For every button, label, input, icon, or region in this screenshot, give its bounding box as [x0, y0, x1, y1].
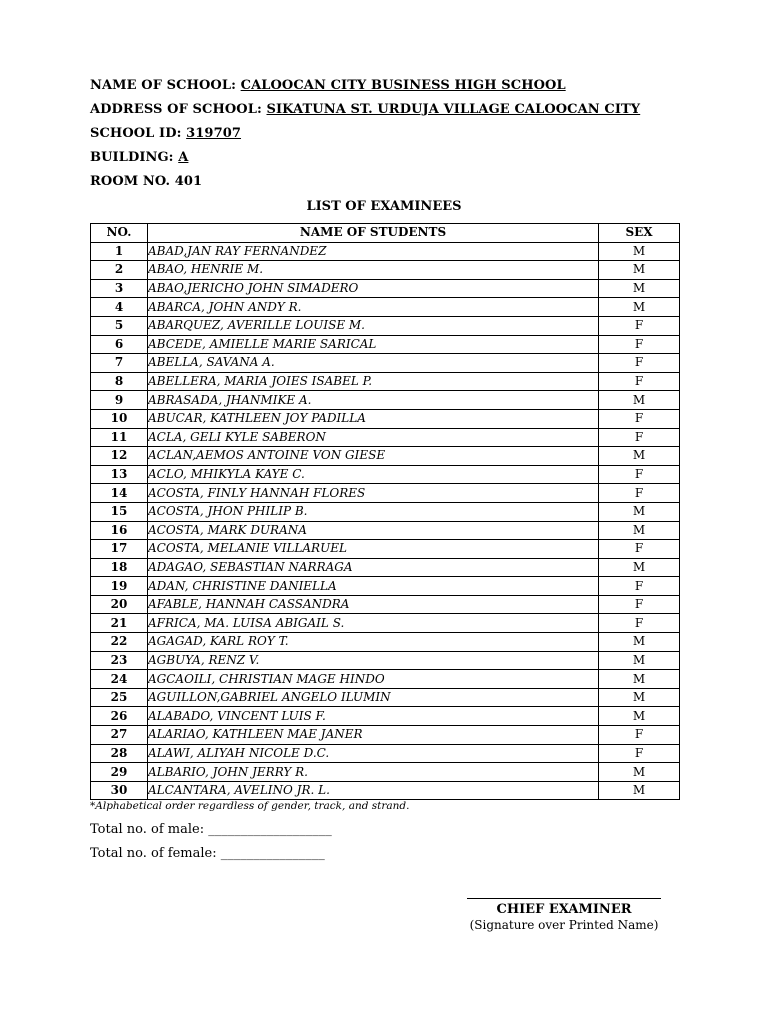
building-line	[90, 150, 188, 165]
student-name: ALARIAO, KATHLEEN MAE JANER	[148, 726, 599, 745]
student-sex: F	[599, 372, 680, 391]
student-sex: F	[599, 595, 680, 614]
student-name: ADAN, CHRISTINE DANIELLA	[148, 577, 599, 596]
student-name: ABAD,JAN RAY FERNANDEZ	[148, 242, 599, 261]
table-row	[91, 502, 680, 521]
student-sex: M	[599, 707, 680, 726]
student-sex: F	[599, 409, 680, 428]
row-number: 12	[91, 447, 148, 466]
row-number: 25	[91, 688, 148, 707]
student-name: ABAO,JERICHO JOHN SIMADERO	[148, 279, 599, 298]
row-number: 20	[91, 595, 148, 614]
student-sex: M	[599, 298, 680, 317]
student-sex: M	[599, 261, 680, 280]
student-name: AFABLE, HANNAH CASSANDRA	[148, 595, 599, 614]
student-sex: F	[599, 540, 680, 559]
student-name: AFRICA, MA. LUISA ABIGAIL S.	[148, 614, 599, 633]
table-row	[91, 316, 680, 335]
table-row	[91, 279, 680, 298]
student-sex: F	[599, 335, 680, 354]
student-sex: M	[599, 781, 680, 800]
table-row	[91, 726, 680, 745]
student-name: ABARQUEZ, AVERILLE LOUISE M.	[148, 316, 599, 335]
student-sex: M	[599, 391, 680, 410]
room-number: ROOM NO. 401	[90, 174, 203, 189]
row-number: 4	[91, 298, 148, 317]
school-address-label: ADDRESS OF SCHOOL:	[90, 102, 262, 117]
student-sex: M	[599, 558, 680, 577]
row-number: 13	[91, 465, 148, 484]
school-name-label: NAME OF SCHOOL:	[90, 78, 236, 93]
building-value: A	[178, 150, 189, 165]
student-name: AGUILLON,GABRIEL ANGELO ILUMIN	[148, 688, 599, 707]
table-header-row	[91, 224, 680, 243]
table-row	[91, 391, 680, 410]
row-number: 11	[91, 428, 148, 447]
signature-line	[467, 898, 661, 899]
school-id-label: SCHOOL ID:	[90, 126, 182, 141]
table-row	[91, 614, 680, 633]
student-sex: M	[599, 670, 680, 689]
examinees-table	[90, 223, 680, 800]
row-number: 29	[91, 763, 148, 782]
table-row	[91, 242, 680, 261]
table-row	[91, 744, 680, 763]
row-number: 6	[91, 335, 148, 354]
row-number: 8	[91, 372, 148, 391]
student-name: ABRASADA, JHANMIKE A.	[148, 391, 599, 410]
row-number: 30	[91, 781, 148, 800]
row-number: 7	[91, 354, 148, 373]
table-row	[91, 484, 680, 503]
table-row	[91, 540, 680, 559]
row-number: 2	[91, 261, 148, 280]
student-sex: M	[599, 633, 680, 652]
ordering-note: *Alphabetical order regardless of gender, track, and strand.	[90, 800, 410, 812]
row-number: 18	[91, 558, 148, 577]
row-number: 1	[91, 242, 148, 261]
table-row	[91, 595, 680, 614]
student-name: ACOSTA, MARK DURANA	[148, 521, 599, 540]
student-sex: F	[599, 465, 680, 484]
table-row	[91, 261, 680, 280]
column-header-name: NAME OF STUDENTS	[148, 224, 599, 243]
student-name: ABAO, HENRIE M.	[148, 261, 599, 280]
row-number: 3	[91, 279, 148, 298]
table-row	[91, 354, 680, 373]
row-number: 16	[91, 521, 148, 540]
row-number: 23	[91, 651, 148, 670]
student-name: ABELLERA, MARIA JOIES ISABEL P.	[148, 372, 599, 391]
school-name-line	[90, 78, 566, 93]
student-sex: M	[599, 502, 680, 521]
student-sex: M	[599, 447, 680, 466]
student-name: AGCAOILI, CHRISTIAN MAGE HINDO	[148, 670, 599, 689]
table-row	[91, 298, 680, 317]
table-row	[91, 372, 680, 391]
student-name: ABARCA, JOHN ANDY R.	[148, 298, 599, 317]
student-name: ALAWI, ALIYAH NICOLE D.C.	[148, 744, 599, 763]
student-sex: M	[599, 521, 680, 540]
building-label: BUILDING:	[90, 150, 174, 165]
row-number: 27	[91, 726, 148, 745]
table-row	[91, 577, 680, 596]
student-name: ABUCAR, KATHLEEN JOY PADILLA	[148, 409, 599, 428]
student-name: ADAGAO, SEBASTIAN NARRAGA	[148, 558, 599, 577]
student-sex: M	[599, 651, 680, 670]
student-sex: F	[599, 614, 680, 633]
student-name: ACOSTA, MELANIE VILLARUEL	[148, 540, 599, 559]
student-sex: F	[599, 484, 680, 503]
row-number: 21	[91, 614, 148, 633]
table-row	[91, 465, 680, 484]
student-name: ALABADO, VINCENT LUIS F.	[148, 707, 599, 726]
student-name: ABELLA, SAVANA A.	[148, 354, 599, 373]
table-row	[91, 428, 680, 447]
student-name: ACLO, MHIKYLA KAYE C.	[148, 465, 599, 484]
table-row	[91, 335, 680, 354]
table-row	[91, 633, 680, 652]
room-line	[90, 174, 202, 189]
table-row	[91, 688, 680, 707]
row-number: 5	[91, 316, 148, 335]
total-male-line: Total no. of male: ___________________	[90, 822, 332, 837]
column-header-no: NO.	[91, 224, 148, 243]
school-address-line	[90, 102, 640, 117]
list-title: LIST OF EXAMINEES	[306, 199, 462, 214]
row-number: 19	[91, 577, 148, 596]
row-number: 26	[91, 707, 148, 726]
row-number: 15	[91, 502, 148, 521]
column-header-sex: SEX	[599, 224, 680, 243]
student-sex: F	[599, 428, 680, 447]
student-name: ABCEDE, AMIELLE MARIE SARICAL	[148, 335, 599, 354]
row-number: 22	[91, 633, 148, 652]
row-number: 10	[91, 409, 148, 428]
table-row	[91, 763, 680, 782]
table-row	[91, 447, 680, 466]
student-name: AGBUYA, RENZ V.	[148, 651, 599, 670]
row-number: 17	[91, 540, 148, 559]
table-row	[91, 521, 680, 540]
student-name: AGAGAD, KARL ROY T.	[148, 633, 599, 652]
signature-caption: (Signature over Printed Name)	[469, 918, 659, 932]
row-number: 9	[91, 391, 148, 410]
table-row	[91, 670, 680, 689]
table-row	[91, 707, 680, 726]
student-sex: F	[599, 744, 680, 763]
student-name: ALCANTARA, AVELINO JR. L.	[148, 781, 599, 800]
student-sex: F	[599, 726, 680, 745]
student-sex: M	[599, 763, 680, 782]
row-number: 14	[91, 484, 148, 503]
student-sex: F	[599, 354, 680, 373]
school-name-value: CALOOCAN CITY BUSINESS HIGH SCHOOL	[240, 78, 566, 93]
row-number: 24	[91, 670, 148, 689]
student-name: ACLA, GELI KYLE SABERON	[148, 428, 599, 447]
table-row	[91, 651, 680, 670]
student-name: ACOSTA, JHON PHILIP B.	[148, 502, 599, 521]
school-address-value: SIKATUNA ST. URDUJA VILLAGE CALOOCAN CITY	[266, 102, 641, 117]
table-row	[91, 781, 680, 800]
student-sex: F	[599, 577, 680, 596]
table-row	[91, 558, 680, 577]
chief-examiner-label: CHIEF EXAMINER	[496, 902, 632, 917]
school-id-line	[90, 126, 241, 141]
row-number: 28	[91, 744, 148, 763]
student-name: ALBARIO, JOHN JERRY R.	[148, 763, 599, 782]
school-id-value: 319707	[186, 126, 242, 141]
student-sex: M	[599, 279, 680, 298]
table-body	[91, 242, 680, 800]
student-sex: M	[599, 242, 680, 261]
table-row	[91, 409, 680, 428]
student-sex: F	[599, 316, 680, 335]
student-sex: M	[599, 688, 680, 707]
total-female-line: Total no. of female: ________________	[90, 846, 325, 861]
student-name: ACOSTA, FINLY HANNAH FLORES	[148, 484, 599, 503]
student-name: ACLAN,AEMOS ANTOINE VON GIESE	[148, 447, 599, 466]
